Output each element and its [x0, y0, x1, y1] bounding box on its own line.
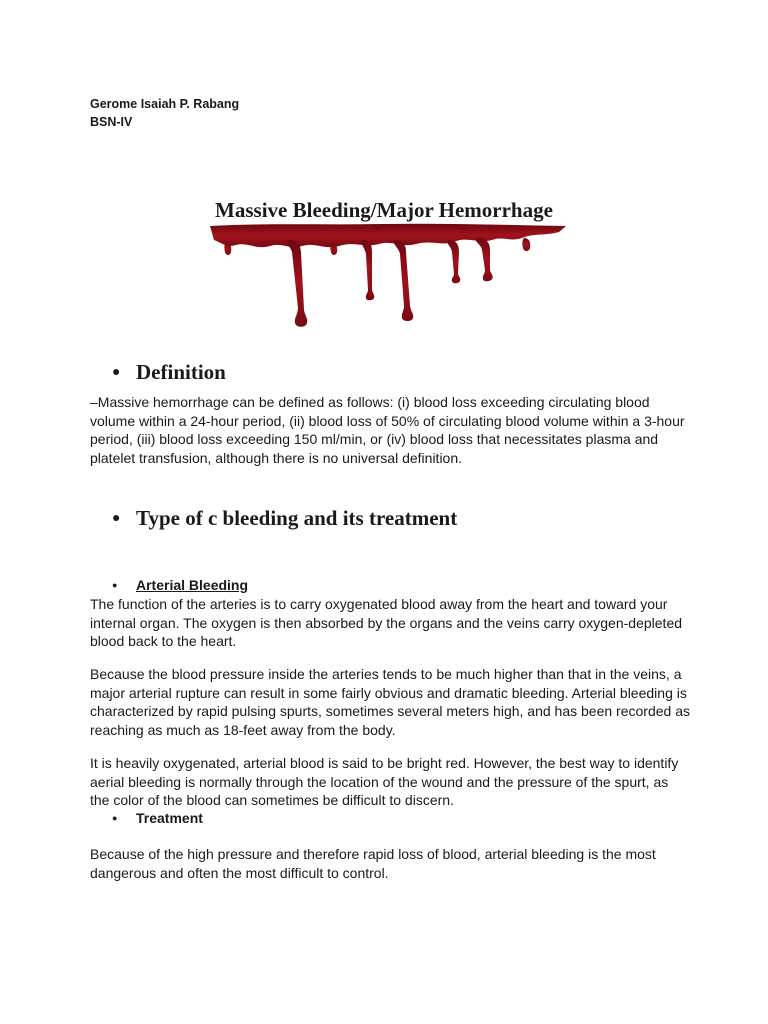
arterial-heading-text: Arterial Bleeding [136, 577, 249, 593]
author-name: Gerome Isaiah P. Rabang [90, 97, 240, 111]
arterial-paragraph-1: The function of the arteries is to carry oxygenated blood away from the heart and toward your internal organ. The oxygen is then absorbed by the organs and the veins carry oxygen-depleted blood back to the heart. [90, 596, 683, 649]
bullet-icon: ● [112, 511, 121, 526]
definition-paragraph: –Massive hemorrhage can be defined as follows: (i) blood loss exceeding circulating blood volume within a 24-hour period, (ii) blood loss of 50% of circulating blood volume within a 3-hour period, (iii) blood loss exceeding 150 ml/min, or (iv) blood loss that necessitates plasma and platelet transfusion, although there is no universal definition. [90, 394, 685, 466]
blood-drip-icon [204, 222, 568, 330]
types-heading-text: Type of c bleeding and its treatment [136, 506, 458, 530]
arterial-heading [112, 577, 248, 593]
types-heading [112, 506, 457, 531]
arterial-paragraph-3: It is heavily oxygenated, arterial blood is said to be bright red. However, the best way to identify aerial bleeding is normally through the location of the wound and the pressure of the spurt, as the color of the blood can sometimes be difficult to discern. [90, 755, 679, 808]
definition-heading [112, 360, 226, 385]
bullet-icon: ● [112, 580, 118, 590]
arterial-paragraph-2: Because the blood pressure inside the arteries tends to be much higher than that in the veins, a major arterial rupture can result in some fairly obvious and dramatic bleeding. Arterial bleeding is characterized by rapid pulsing spurts, sometimes several meters high, and has been recorded as reaching as much as 18-feet away from the body. [90, 666, 690, 738]
bullet-icon: ● [112, 813, 118, 823]
document-title: Massive Bleeding/Major Hemorrhage [215, 198, 553, 222]
author-block [90, 95, 239, 131]
author-course: BSN-IV [90, 115, 133, 129]
treatment-paragraph: Because of the high pressure and therefore rapid loss of blood, arterial bleeding is the most dangerous and often the most difficult to control. [90, 846, 656, 881]
bullet-icon: ● [112, 365, 121, 380]
treatment-heading [112, 810, 203, 826]
treatment-heading-text: Treatment [136, 810, 203, 826]
definition-heading-text: Definition [136, 360, 226, 384]
